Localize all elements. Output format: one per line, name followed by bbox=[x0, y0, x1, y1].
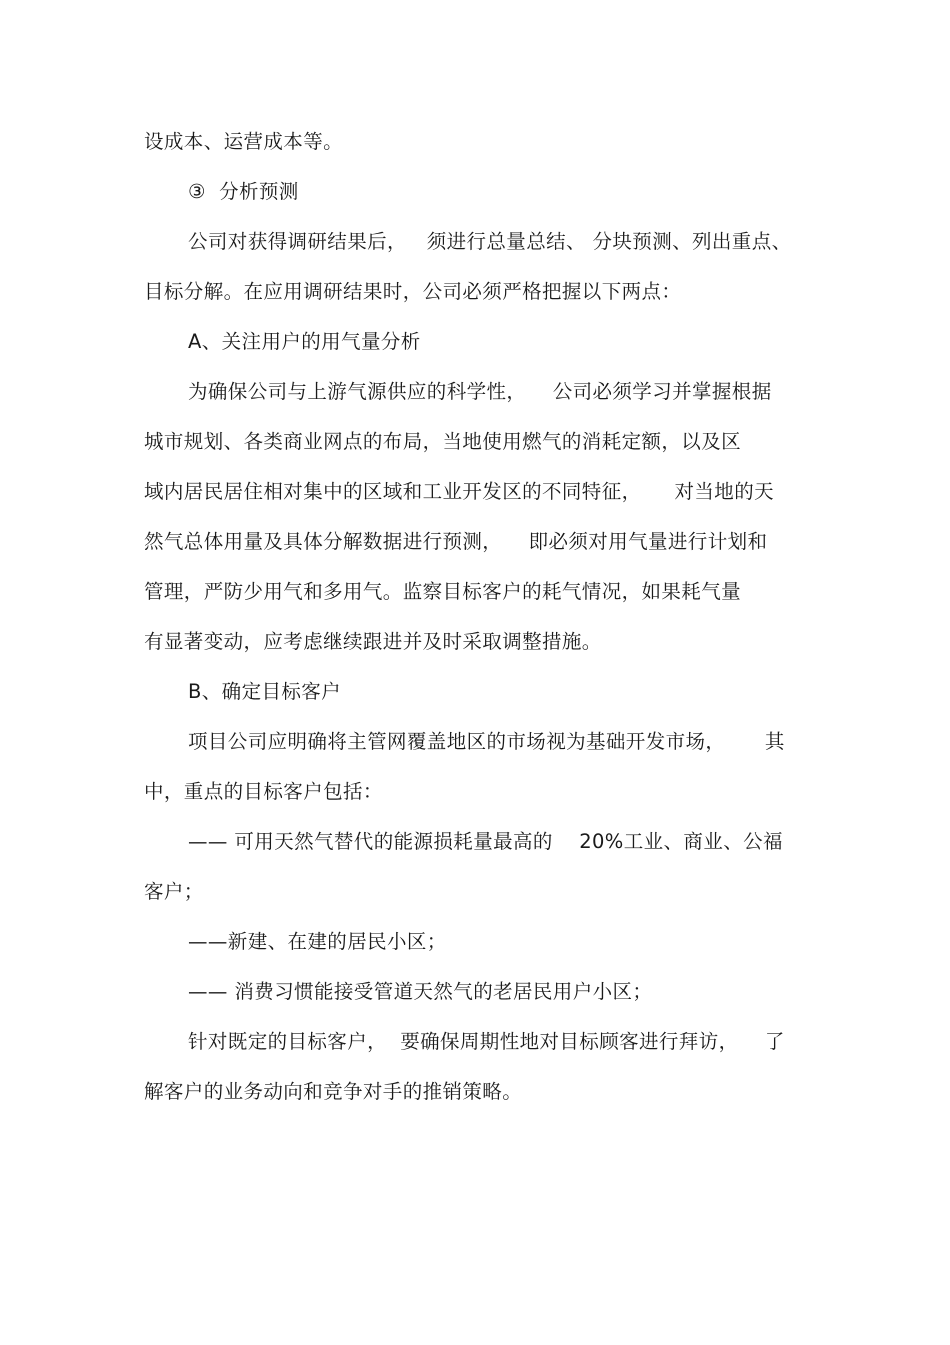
text-line-7: 城市规划、各类商业网点的布局，当地使用燃气的消耗定额，以及区 bbox=[144, 430, 742, 453]
list-item-2: ——新建、在建的居民小区； bbox=[188, 930, 447, 953]
text-line-20: 解客户的业务动向和竞争对手的推销策略。 bbox=[144, 1080, 523, 1103]
text-line-14: 中，重点的目标客户包括： bbox=[144, 780, 383, 803]
text-line-10: 管理，严防少用气和多用气。监察目标客户的耗气情况，如果耗气量 bbox=[144, 580, 742, 603]
text-line-9: 然气总体用量及具体分解数据进行预测， 即必须对用气量进行计划和 bbox=[144, 530, 768, 553]
text-line-6: 为确保公司与上游气源供应的科学性， 公司必须学习并掌握根据 bbox=[188, 380, 772, 403]
list-item-1: —— 可用天然气替代的能源损耗量最高的 20%工业、商业、公福 bbox=[188, 830, 783, 853]
subheading-target-customers: B、确定目标客户 bbox=[188, 680, 342, 703]
text-line-4: 目标分解。在应用调研结果时，公司必须严格把握以下两点： bbox=[144, 280, 682, 303]
text-line-8: 域内居民居住相对集中的区域和工业开发区的不同特征， 对当地的天 bbox=[144, 480, 774, 503]
list-item-3: —— 消费习惯能接受管道天然气的老居民用户小区； bbox=[188, 980, 653, 1003]
list-item-1-continued: 客户； bbox=[144, 880, 204, 903]
text-line-1: 设成本、运营成本等。 bbox=[144, 130, 344, 153]
section-heading-analysis: ③ 分析预测 bbox=[188, 180, 299, 203]
subheading-gas-usage: A、关注用户的用气量分析 bbox=[188, 330, 421, 353]
text-line-11: 有显著变动，应考虑继续跟进并及时采取调整措施。 bbox=[144, 630, 602, 653]
text-line-19: 针对既定的目标客户， 要确保周期性地对目标顾客进行拜访， 了 bbox=[188, 1030, 785, 1053]
text-line-13: 项目公司应明确将主管网覆盖地区的市场视为基础开发市场， 其 bbox=[188, 730, 785, 753]
text-line-3: 公司对获得调研结果后， 须进行总量总结、 分块预测、列出重点、 bbox=[188, 230, 792, 253]
